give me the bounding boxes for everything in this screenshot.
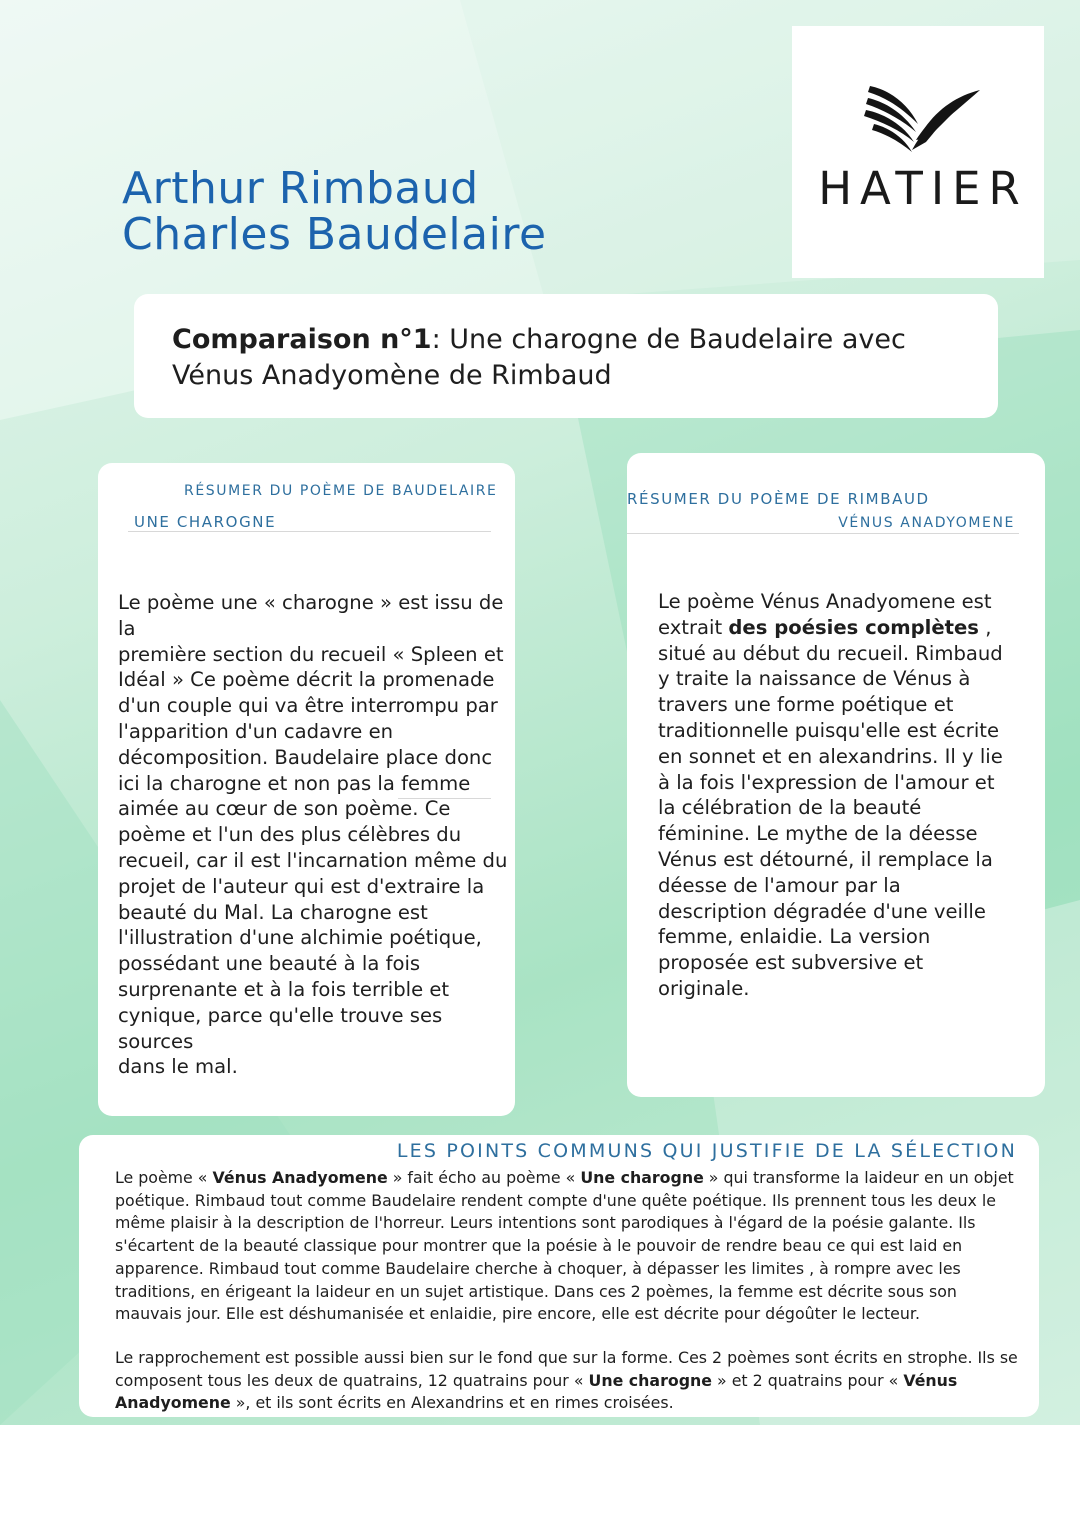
hatier-logo xyxy=(792,26,1044,278)
text-fragment: Le poème « xyxy=(115,1168,213,1187)
rimbaud-text-bold: des poésies complètes xyxy=(728,615,979,639)
divider xyxy=(128,531,491,532)
rimbaud-text-end: , situé au début du recueil. Rimbaud y traite la naissance de Vénus à travers une forme poétique et traditionnelle puisqu'elle est écrite en sonnet et en alexandrins. Il y lie à la fois l'expression de l'amour et la célébration de la beauté féminine. Le mythe de la déesse Vénus est détourné, il remplace la déesse de l'amour par la description dégradée d'une veille femme, enlaidie. La version proposée est subversive et originale. xyxy=(658,615,1003,1000)
common-points-paragraph-1 xyxy=(115,1167,1027,1326)
common-points-paragraph-2 xyxy=(115,1347,1027,1415)
rimbaud-summary-card xyxy=(627,453,1045,1097)
comparison-number: Comparaison n°1 xyxy=(172,324,432,355)
text-fragment: », et ils sont écrits en Alexandrins et en rimes croisées. xyxy=(230,1393,674,1413)
text-fragment: » qui transforme la laideur en un objet poétique. Rimbaud tout comme Baudelaire rendent compte d'une quête poétique. Ils prennent tous les deux le même plaisir à la description de l'horreur. Leurs intentions sont parodiques à l'égard de la poésie galante. Ils s'écartent de la beauté classique pour montrer que la poésie à le pouvoir de rendre beau ce qui est laid en apparence. Rimbaud tout comme Baudelaire cherche à choquer, à dépasser les limites , à rompre avec les traditions, en érigeant la laideur en un sujet artistique. Dans ces 2 poèmes, la femme est décrite sous son mauvais jour. Elle est déshumanisée et enlaidie, pire encore, elle est décrite pour dégoûter le lecteur. xyxy=(115,1168,1014,1324)
poem-title-venus: Vénus Anadyomene xyxy=(212,1168,388,1187)
text-fragment: » et 2 quatrains pour « xyxy=(711,1370,904,1390)
page-title xyxy=(122,163,547,260)
text-fragment: Le rapprochement est possible aussi bien sur le fond que sur la forme. Ces 2 poèmes sont écrits en strophe. Ils se composent tous les deux de quatrains, 12 quatrains pour « xyxy=(115,1348,1018,1390)
common-points-section xyxy=(79,1135,1039,1417)
rimbaud-poem-title: VÉNUS ANADYOMENE xyxy=(838,515,1015,531)
rimbaud-text-start: Le poème Vénus Anadyomene est extrait xyxy=(658,590,992,639)
baudelaire-poem-title: UNE CHAROGNE xyxy=(134,513,277,531)
divider xyxy=(627,533,1019,534)
title-line-baudelaire: Charles Baudelaire xyxy=(122,209,547,260)
baudelaire-summary-card xyxy=(98,463,515,1116)
text-fragment: » fait écho au poème « xyxy=(387,1168,581,1187)
logo-wordmark: HATIER xyxy=(818,162,1028,215)
poem-title-venus: Vénus Anadyomene xyxy=(115,1370,958,1413)
comparison-banner xyxy=(134,294,998,418)
rimbaud-heading: RÉSUMER DU POÈME DE RIMBAUD xyxy=(627,490,930,508)
poem-title-charogne: Une charogne xyxy=(588,1370,712,1390)
baudelaire-heading: RÉSUMER DU POÈME DE BAUDELAIRE xyxy=(184,483,498,499)
comparison-title xyxy=(172,322,968,394)
poem-title-charogne: Une charogne xyxy=(580,1168,704,1187)
feather-quill-icon xyxy=(856,80,986,160)
rimbaud-summary-text xyxy=(658,589,1038,1002)
common-points-heading: LES POINTS COMMUNS QUI JUSTIFIE DE LA SÉLECTION xyxy=(396,1140,1017,1162)
comparison-subject: : Une charogne de Baudelaire avec Vénus Anadyomène de Rimbaud xyxy=(172,324,906,391)
title-line-rimbaud: Arthur Rimbaud xyxy=(122,163,479,214)
baudelaire-summary-text: Le poème une « charogne » est issu de la première section du recueil « Spleen et Idéal » Ce poème décrit la promenade d'un couple qui va être interrompu par l'apparition d'un cadavre en décomposition. Baudelaire place donc ici la charogne et non pas la femme aimée au cœur de son poème. Ce poème et l'un des plus célèbres du recueil, car il est l'incarnation même du projet de l'auteur qui est d'extraire la beauté du Mal. La charogne est l'illustration d'une alchimie poétique, possédant une beauté à la fois surprenante et à la fois terrible et cynique, parce qu'elle trouve ses sources dans le mal. xyxy=(118,591,508,1079)
